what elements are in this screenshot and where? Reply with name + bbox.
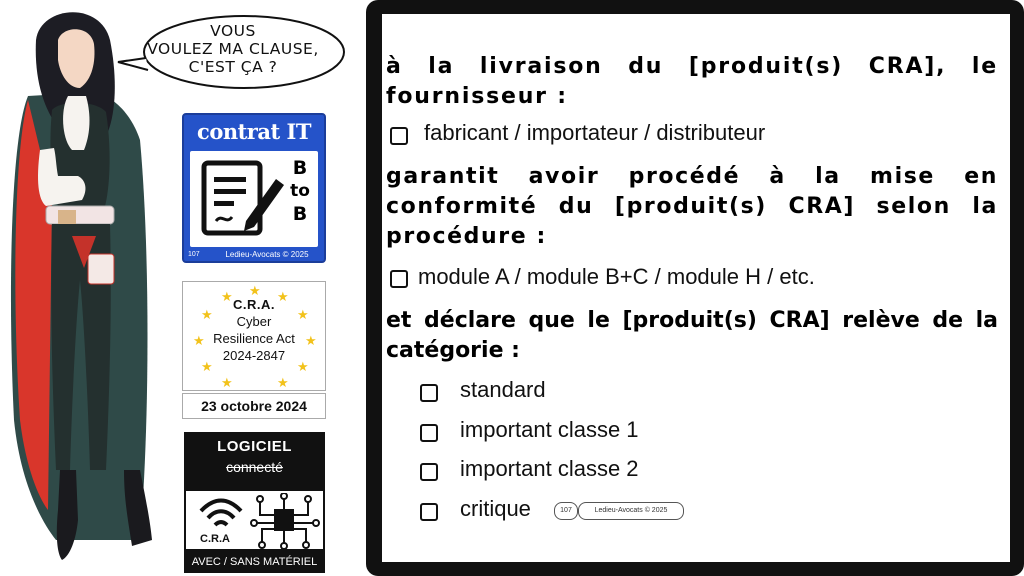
checkbox-category-critique[interactable] <box>420 503 438 521</box>
logiciel-card <box>184 432 325 490</box>
category-critique: critique <box>460 496 531 521</box>
category-important-classe-2: important classe 2 <box>460 456 639 481</box>
speech-line-1: VOUS <box>210 22 256 40</box>
checkbox-category-important-1[interactable] <box>420 424 438 442</box>
logiciel-title: LOGICIEL <box>217 438 292 455</box>
contrat-it-copyright: Ledieu-Avocats © 2025 <box>225 250 309 259</box>
category-standard: standard <box>460 377 546 402</box>
btob-b2: B <box>292 203 308 225</box>
cra-line-resilience: Resilience Act <box>213 331 295 346</box>
eu-star-icon: ★ <box>221 289 233 304</box>
logiciel-footer: AVEC / SANS MATÉRIEL <box>184 551 325 573</box>
circuit-chip-icon <box>250 493 320 549</box>
cra-card <box>182 281 326 391</box>
speech-bubble-text <box>138 22 328 76</box>
eu-star-icon: ★ <box>201 307 213 322</box>
cra-line-cyber: Cyber <box>236 314 272 329</box>
btob-to: to <box>290 181 310 201</box>
option-procedure-module: module A / module B+C / module H / etc. <box>418 264 815 289</box>
btob-b1: B <box>292 157 308 179</box>
checkbox-category-standard[interactable] <box>420 384 438 402</box>
cra-line-number: 2024-2847 <box>222 348 286 363</box>
eu-star-icon: ★ <box>221 375 233 390</box>
eu-star-icon: ★ <box>277 289 289 304</box>
eu-star-icon: ★ <box>277 375 289 390</box>
eu-star-icon: ★ <box>297 307 309 322</box>
cra-label: C.R.A <box>200 533 230 545</box>
contrat-it-title: contrat IT <box>197 119 311 144</box>
cra-acronym: C.R.A. <box>233 297 275 312</box>
wifi-icon <box>196 495 246 535</box>
cra-date: 23 octobre 2024 <box>182 393 326 419</box>
eu-star-icon: ★ <box>201 359 213 374</box>
contrat-it-card <box>182 113 326 263</box>
contract-signing-icon <box>196 155 290 245</box>
clause-paragraph-delivery: à la livraison du [produit(s) CRA], le fournisseur : <box>386 54 998 109</box>
option-fournisseur-role: fabricant / importateur / distributeur <box>424 120 766 145</box>
clause-paragraph-conformity: garantit avoir procédé à la mise en conformité du [produit(s) CRA] selon la procédure : <box>386 164 998 249</box>
contrat-it-number: 107 <box>188 251 200 258</box>
clause-panel <box>382 14 1010 562</box>
category-important-classe-1: important classe 1 <box>460 417 639 442</box>
eu-star-icon: ★ <box>249 283 261 298</box>
btob-label <box>288 157 312 226</box>
eu-star-icon: ★ <box>297 359 309 374</box>
logiciel-subtitle: connecté <box>226 459 283 475</box>
contrat-it-inner <box>190 151 318 247</box>
speech-line-2: VOULEZ MA CLAUSE, <box>147 40 319 58</box>
checkbox-category-important-2[interactable] <box>420 463 438 481</box>
eu-star-icon: ★ <box>193 333 205 348</box>
cra-text <box>183 296 325 364</box>
checkbox-procedure-module[interactable] <box>390 270 408 288</box>
stamp-text: Ledieu-Avocats © 2025 <box>578 502 684 520</box>
contrat-it-footer <box>184 249 324 263</box>
stamp-number: 107 <box>554 502 578 520</box>
eu-star-icon: ★ <box>305 333 317 348</box>
checkbox-fournisseur-role[interactable] <box>390 127 408 145</box>
illustration-column <box>0 0 370 576</box>
clause-paragraph-category: et déclare que le [produit(s) CRA] relève de la catégorie : <box>386 308 998 363</box>
logiciel-icons <box>184 489 325 551</box>
speech-line-3: C'EST ÇA ? <box>188 58 278 76</box>
